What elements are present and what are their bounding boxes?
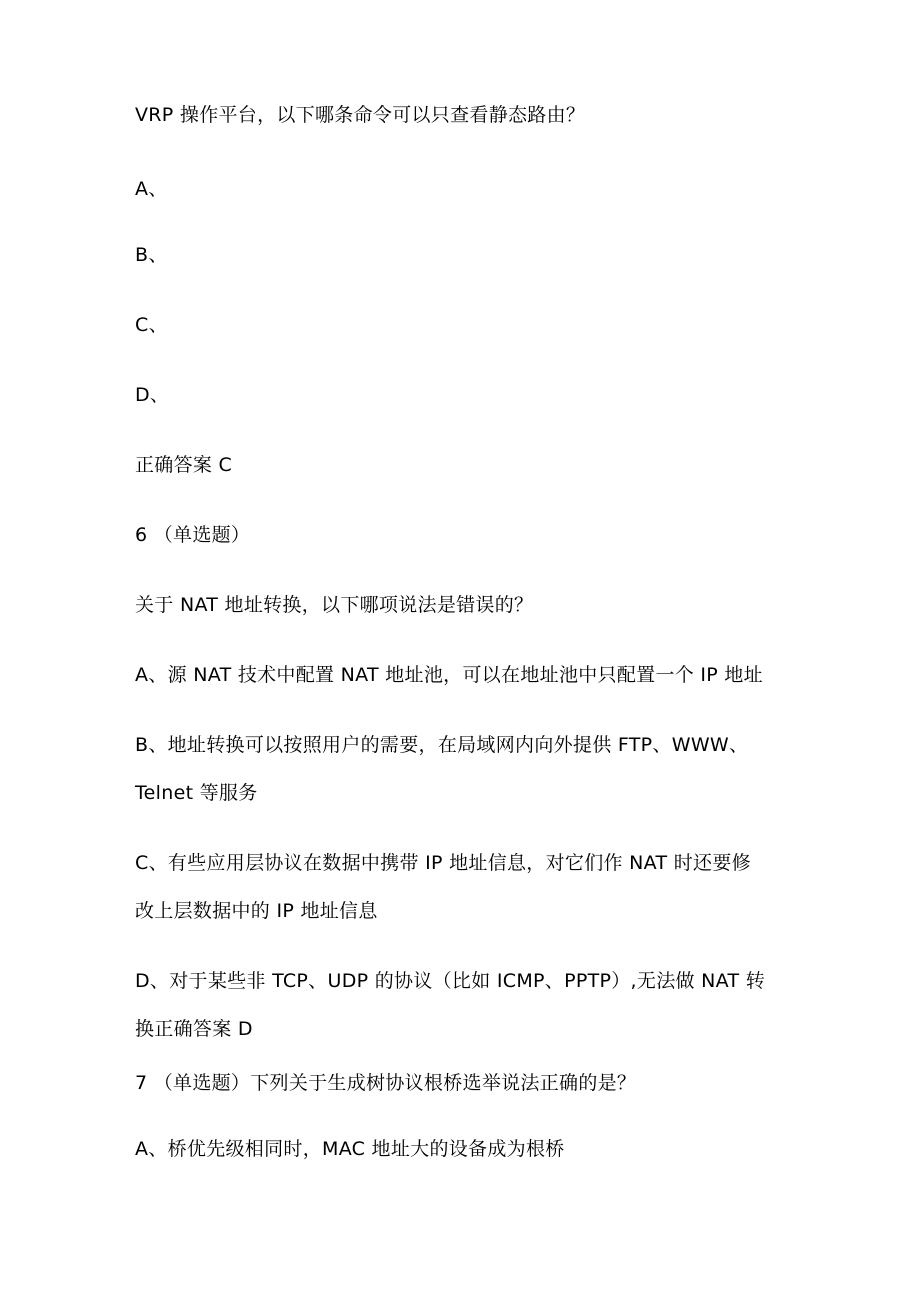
question-6-answer: 换正确答案 D bbox=[135, 1018, 253, 1040]
question-5-option-c: C、 bbox=[135, 314, 168, 336]
question-5-answer: 正确答案 C bbox=[135, 454, 233, 476]
question-6-option-c-cont: 改上层数据中的 IP 地址信息 bbox=[135, 900, 378, 922]
question-7-option-a: A、桥优先级相同时，MAC 地址大的设备成为根桥 bbox=[135, 1138, 565, 1160]
question-6-option-b: B、地址转换可以按照用户的需要，在局域网内向外提供 FTP、WWW、 bbox=[135, 734, 749, 756]
question-5-option-b: B、 bbox=[135, 244, 168, 266]
question-6-header: 6 （单选题） bbox=[135, 524, 251, 546]
question-7-header: 7 （单选题）下列关于生成树协议根桥选举说法正确的是？ bbox=[135, 1072, 637, 1094]
question-6-option-c: C、有些应用层协议在数据中携带 IP 地址信息，对它们作 NAT 时还要修 bbox=[135, 852, 751, 874]
question-5-text: VRP 操作平台，以下哪条命令可以只查看静态路由？ bbox=[135, 104, 586, 126]
question-5-option-a: A、 bbox=[135, 178, 168, 200]
question-6-option-b-cont: Telnet 等服务 bbox=[135, 782, 258, 804]
question-6-option-d: D、对于某些非 TCP、UDP 的协议（比如 ICMP、PPTP）,无法做 NAT 转 bbox=[135, 970, 766, 992]
question-6-text: 关于 NAT 地址转换，以下哪项说法是错误的？ bbox=[135, 594, 534, 616]
question-5-option-d: D、 bbox=[135, 384, 170, 406]
question-6-option-a: A、源 NAT 技术中配置 NAT 地址池，可以在地址池中只配置一个 IP 地址 bbox=[135, 664, 763, 686]
